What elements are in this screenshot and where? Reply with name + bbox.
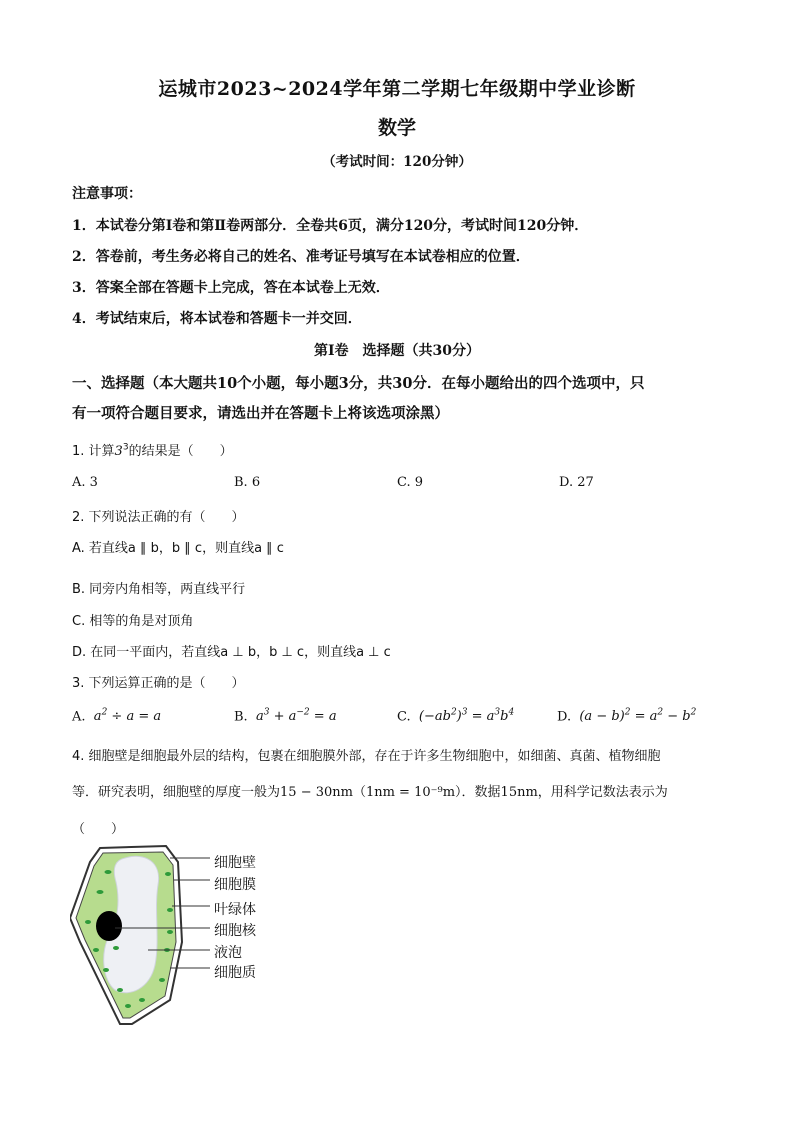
- plant-cell-diagram: [70, 840, 300, 1030]
- q2-option-b: B. 同旁内角相等，两直线平行: [72, 582, 246, 597]
- question-4-line3: （ ）: [72, 822, 125, 837]
- q3-a-expression: $a^2 \div a = a$: [93, 708, 162, 725]
- question-4-line2: 等．研究表明，细胞壁的厚度一般为15 − 30nm（1nm = 10⁻⁹m）．数据15nm，用科学记数法表示为: [72, 785, 668, 800]
- q1-option-c: C. 9: [397, 475, 424, 490]
- label-nucleus: 细胞核: [214, 923, 256, 939]
- q2-option-c: C. 相等的角是对顶角: [72, 614, 194, 629]
- section-instructions-line2: 有一项符合题目要求，请选出并在答题卡上将该选项涂黑）: [72, 405, 449, 422]
- nucleus: [96, 911, 122, 941]
- question-4-line1: 4. 细胞壁是细胞最外层的结构，包裹在细胞膜外部，存在于许多生物细胞中，如细菌、真菌、植物细胞: [72, 749, 661, 764]
- q1-option-d: D. 27: [559, 475, 594, 490]
- q2-option-d: D. 在同一平面内，若直线a ⊥ b，b ⊥ c，则直线a ⊥ c: [72, 645, 391, 660]
- q3-option-b: B. $a^3 + a^{-2} = a$: [234, 708, 337, 725]
- question-2-stem: 2. 下列说法正确的有（ ）: [72, 510, 245, 525]
- note-item: 2．答卷前，考生务必将自己的姓名、准考证号填写在本试卷相应的位置．: [72, 249, 530, 265]
- exam-title: 运城市2023~2024学年第二学期七年级期中学业诊断: [158, 78, 636, 100]
- note-item: 1．本试卷分第Ⅰ卷和第Ⅱ卷两部分．全卷共6页，满分120分，考试时间120分钟．: [72, 218, 589, 234]
- note-item: 4．考试结束后，将本试卷和答题卡一并交回．: [72, 311, 362, 327]
- label-cytoplasm: 细胞质: [214, 965, 256, 981]
- q1-option-b: B. 6: [234, 475, 261, 490]
- question-1-stem: 1. 计算$3^3$的结果是（ ）: [72, 442, 233, 459]
- section-instructions-line1: 一、选择题（本大题共10个小题，每小题3分，共30分．在每小题给出的四个选项中，只: [72, 375, 645, 392]
- label-chloroplast: 叶绿体: [214, 902, 256, 918]
- question-3-stem: 3. 下列运算正确的是（ ）: [72, 676, 245, 691]
- note-item: 3．答案全部在答题卡上完成，答在本试卷上无效．: [72, 280, 390, 296]
- part1-heading: 第Ⅰ卷 选择题（共30分）: [313, 343, 481, 359]
- q3-option-a: A. $a^2 \div a = a$: [72, 708, 162, 725]
- label-vacuole: 液泡: [214, 945, 242, 961]
- q3-d-expression: $(a - b)^2 = a^2 - b^2$: [579, 708, 697, 725]
- q3-c-expression: $(-ab^2)^3 = a^3b^4$: [418, 708, 515, 725]
- q3-option-d: D. $(a - b)^2 = a^2 - b^2$: [557, 708, 697, 725]
- exam-subject: 数学: [377, 117, 416, 139]
- exam-time: （考试时间：120分钟）: [322, 154, 472, 170]
- label-cell-wall: 细胞壁: [214, 855, 256, 871]
- q2-option-a: A. 若直线a ∥ b，b ∥ c，则直线a ∥ c: [72, 541, 284, 556]
- q3-option-c: C. $(-ab^2)^3 = a^3b^4$: [397, 708, 515, 725]
- q3-b-expression: $a^3 + a^{-2} = a$: [255, 708, 337, 725]
- label-cell-membrane: 细胞膜: [214, 877, 256, 893]
- notes-heading: 注意事项：: [72, 186, 142, 202]
- q1-option-a: A. 3: [72, 475, 98, 490]
